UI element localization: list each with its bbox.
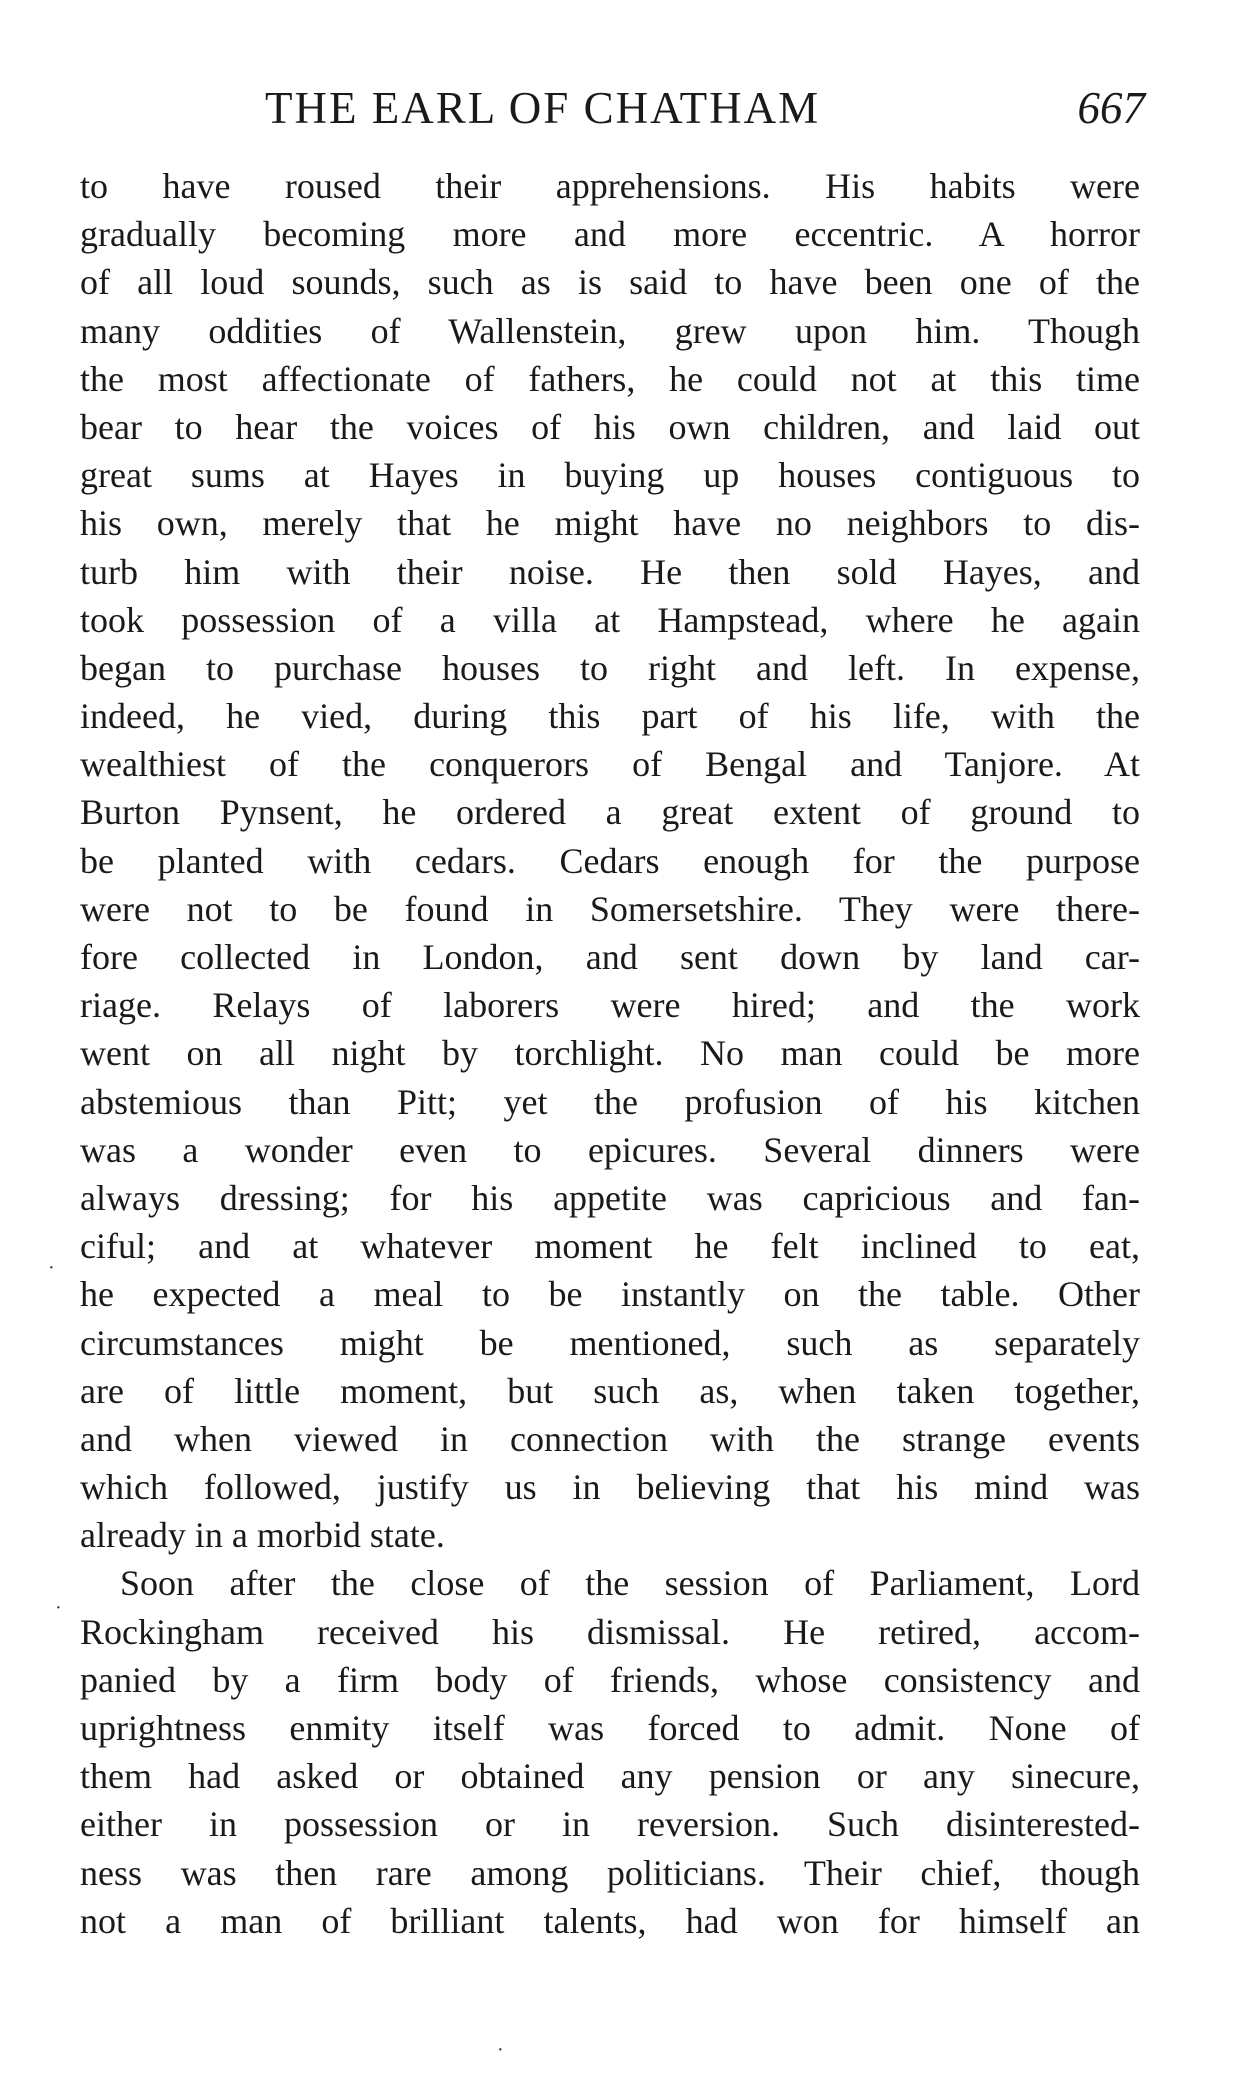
text-line: to have roused their apprehensions. His habits were <box>80 166 1140 206</box>
running-title: THE EARL OF CHATHAM <box>265 83 821 133</box>
margin-speck: · <box>48 1257 55 1279</box>
text-line: his own, merely that he might have no neighbors to dis- <box>80 503 1140 544</box>
text-line: wealthiest of the conquerors of Bengal and Tanjore. At <box>80 744 1140 785</box>
text-line: bear to hear the voices of his own children, and laid out <box>80 406 1140 447</box>
text-line: circumstances might be mentioned, such as separately <box>80 1322 1140 1363</box>
text-line: Soon after the close of the session of Parliament, Lord <box>120 1563 1140 1604</box>
text-line: ness was then rare among politicians. Their chief, though <box>80 1852 1140 1893</box>
text-line: was a wonder even to epicures. Several dinners were <box>80 1129 1140 1170</box>
text-line: the most affectionate of fathers, he could not at this time <box>80 358 1140 399</box>
text-line: already in a morbid state. <box>80 1515 445 1556</box>
body-text <box>80 162 1140 1945</box>
text-line: of all loud sounds, such as is said to have been one of the <box>80 262 1140 303</box>
text-line: are of little moment, but such as, when taken together, <box>80 1370 1140 1411</box>
text-line: panied by a firm body of friends, whose consistency and <box>80 1659 1140 1700</box>
text-line: great sums at Hayes in buying up houses contiguous to <box>80 455 1140 496</box>
text-line: fore collected in London, and sent down by land car- <box>80 937 1140 977</box>
text-line: went on all night by torchlight. No man could be more <box>80 1033 1140 1074</box>
text-line: not a man of brilliant talents, had won for himself an <box>80 1900 1140 1941</box>
text-line: Burton Pynsent, he ordered a great extent of ground to <box>80 792 1140 833</box>
text-line: turb him with their noise. He then sold Hayes, and <box>80 551 1140 592</box>
text-line: he expected a meal to be instantly on the table. Other <box>80 1274 1140 1315</box>
text-line: were not to be found in Somersetshire. They were there- <box>80 888 1140 929</box>
text-line: either in possession or in reversion. Such disinterested- <box>80 1804 1140 1845</box>
text-line: uprightness enmity itself was forced to admit. None of <box>80 1708 1140 1748</box>
margin-speck: · <box>497 2039 504 2061</box>
text-line: them had asked or obtained any pension or any sinecure, <box>80 1756 1140 1797</box>
text-line: began to purchase houses to right and left. In expense, <box>80 647 1140 688</box>
text-line: abstemious than Pitt; yet the profusion of his kitchen <box>80 1081 1140 1122</box>
paragraph-1 <box>80 162 1140 1559</box>
text-line: gradually becoming more and more eccentric. A horror <box>80 214 1140 255</box>
text-line: riage. Relays of laborers were hired; and the work <box>80 985 1140 1026</box>
page-number: 667 <box>1077 83 1145 133</box>
text-line: took possession of a villa at Hampstead, where he again <box>80 599 1140 640</box>
paragraph-2 <box>80 1559 1140 1945</box>
text-line: and when viewed in connection with the strange events <box>80 1418 1140 1459</box>
text-line: many oddities of Wallenstein, grew upon him. Though <box>80 310 1140 351</box>
text-line: ciful; and at whatever moment he felt inclined to eat, <box>80 1226 1140 1267</box>
text-line: be planted with cedars. Cedars enough for the purpose <box>80 840 1140 881</box>
margin-speck: · <box>55 1597 62 1619</box>
text-line: which followed, justify us in believing that his mind was <box>80 1467 1140 1508</box>
text-line: always dressing; for his appetite was capricious and fan- <box>80 1177 1140 1218</box>
text-line: indeed, he vied, during this part of his life, with the <box>80 696 1140 737</box>
running-header <box>265 78 1145 138</box>
text-line: Rockingham received his dismissal. He retired, accom- <box>80 1611 1140 1652</box>
